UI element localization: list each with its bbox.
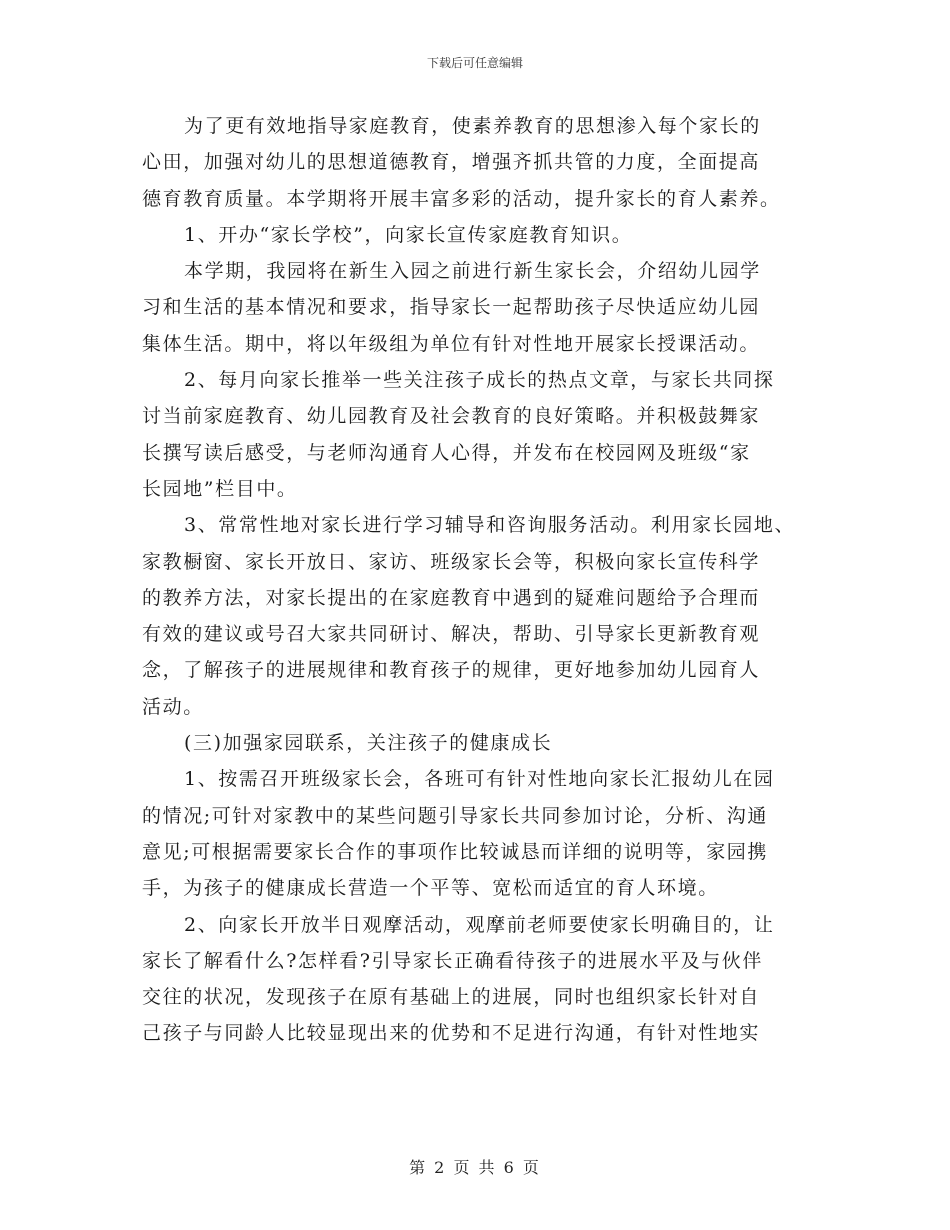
text-line: 家长了解看什么?怎样看?引导家长正确看待孩子的进展水平及与伙伴 [142, 949, 763, 972]
text-line: 1、按需召开班级家长会，各班可有针对性地向家长汇报幼儿在园 [184, 768, 775, 791]
text-line: 的教养方法，对家长提出的在家庭教育中遇到的疑难问题给予合理而 [142, 586, 761, 609]
text-line: 手，为孩子的健康成长营造一个平等、宽松而适宜的育人环境。 [142, 877, 719, 900]
text-line: 的情况;可针对家教中的某些问题引导家长共同参加讨论，分析、沟通 [142, 804, 769, 827]
text-line: 家教橱窗、家长开放日、家访、班级家长会等，积极向家长宣传科学 [142, 550, 761, 573]
text-line: 2、每月向家长推举一些关注孩子成长的热点文章，与家长共同探 [184, 369, 775, 392]
text-line: 3、常常性地对家长进行学习辅导和咨询服务活动。利用家长园地、 [184, 514, 796, 537]
text-line: 本学期，我园将在新生入园之前进行新生家长会，介绍幼儿园学 [184, 260, 761, 283]
text-line: 集体生活。期中，将以年级组为单位有针对性地开展家长授课活动。 [142, 332, 761, 355]
page-header: 下载后可任意编辑 [426, 56, 523, 70]
text-line: 长园地”栏目中。 [142, 477, 298, 500]
text-line: 己孩子与同龄人比较显现出来的优势和不足进行沟通，有针对性地实 [142, 1022, 761, 1045]
text-line: 念，了解孩子的进展规律和教育孩子的规律，更好地参加幼儿园育人 [142, 659, 761, 682]
text-line: 德育教育质量。本学期将开展丰富多彩的活动，提升家长的育人素养。 [142, 187, 781, 210]
text-line: 活动。 [142, 695, 204, 718]
text-line: 习和生活的基本情况和要求，指导家长一起帮助孩子尽快适应幼儿园 [142, 296, 761, 319]
text-line: 讨当前家庭教育、幼儿园教育及社会教育的良好策略。并积极鼓舞家 [142, 405, 761, 428]
document-body [142, 108, 822, 1052]
text-line: 长撰写读后感受，与老师沟通育人心得，并发布在校园网及班级“家 [142, 441, 751, 464]
text-line: 心田，加强对幼儿的思想道德教育，增强齐抓共管的力度，全面提高 [142, 151, 761, 174]
text-line: 意见;可根据需要家长合作的事项作比较诚恳而详细的说明等，家园携 [142, 840, 769, 863]
text-line: 为了更有效地指导家庭教育，使素养教育的思想渗入每个家长的 [184, 115, 761, 137]
text-line: 1、开办“家长学校”，向家长宣传家庭教育知识。 [184, 223, 633, 246]
text-line: 有效的建议或号召大家共同研讨、解决，帮助、引导家长更新教育观 [142, 623, 761, 646]
text-line: (三)加强家园联系，关注孩子的健康成长 [184, 732, 553, 755]
page-footer: 第 2 页 共 6 页 [409, 1158, 541, 1177]
text-line: 2、向家长开放半日观摩活动，观摩前老师要使家长明确目的，让 [184, 913, 775, 936]
text-line: 交往的状况，发现孩子在原有基础上的进展，同时也组织家长针对自 [142, 986, 761, 1009]
